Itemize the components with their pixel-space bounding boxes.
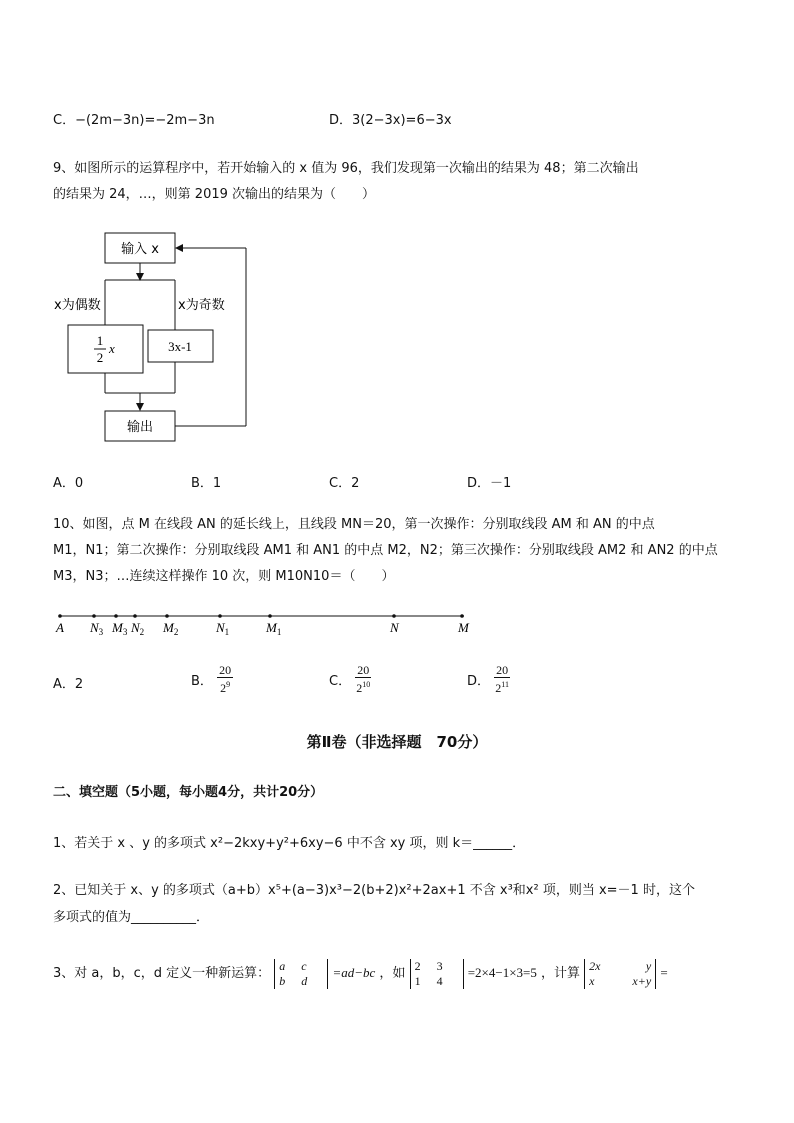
q10-option-c-label: C． bbox=[329, 674, 352, 689]
q9-stem-line2: 的结果为 24，…，则第 2019 次输出的结果为（ ） bbox=[53, 187, 376, 202]
segment-label-m: M bbox=[458, 620, 469, 635]
segment-label-n1: $N_1$ bbox=[216, 620, 230, 637]
segment-point-m bbox=[460, 614, 464, 618]
segment-point-m1 bbox=[268, 614, 272, 618]
q8-option-d: D．3(2−3x)=6−3x bbox=[329, 113, 452, 128]
det2-a: 2 bbox=[414, 958, 421, 973]
fill3-det-calc bbox=[584, 959, 656, 989]
segment-point-m3 bbox=[114, 614, 118, 618]
fill3-calc: ，计算 bbox=[541, 966, 581, 981]
q10-stem-line3: M3，N3；…连续这样操作 10 次，则 M10N10＝（ ） bbox=[53, 569, 395, 584]
q10-stem-line2: M1，N1；第二次操作：分别取线段 AM1 和 AN1 的中点 M2，N2；第三次操作：分别取线段 AM2 和 AN2 的中点 bbox=[53, 543, 718, 558]
flow-triple-label: 3x-1 bbox=[168, 339, 192, 354]
fill3-det-example bbox=[410, 959, 464, 989]
q10-option-d-fraction bbox=[494, 664, 510, 695]
det2-c: 3 bbox=[436, 958, 443, 973]
segment-point-a bbox=[58, 614, 62, 618]
fill3-det-def bbox=[274, 959, 328, 989]
q10-option-c-base: 2 bbox=[356, 681, 363, 695]
q9-option-c: C．2 bbox=[329, 476, 360, 491]
flow-half-num: 1 bbox=[96, 333, 104, 348]
segment-label-n2: $N_2$ bbox=[131, 620, 145, 637]
segment-point-n1 bbox=[218, 614, 222, 618]
flow-output-label: 输出 bbox=[126, 420, 154, 435]
flow-input-label: 输入 x bbox=[121, 242, 159, 257]
segment-point-m2 bbox=[165, 614, 169, 618]
q9-option-a: A．0 bbox=[53, 476, 84, 491]
q10-stem-line1: 10、如图，点 M 在线段 AN 的延长线上，且线段 MN＝20，第一次操作：分别取线段 AM 和 AN 的中点 bbox=[53, 517, 655, 532]
det1-c: c bbox=[301, 958, 307, 973]
segment-label-n3: $N_3$ bbox=[90, 620, 104, 637]
segment-point-n2 bbox=[133, 614, 137, 618]
det1-a: a bbox=[279, 958, 286, 973]
fill2-line2: 多项式的值为__________． bbox=[53, 910, 210, 925]
det2-d: 4 bbox=[436, 973, 443, 988]
q9-option-d: D．－1 bbox=[467, 476, 512, 491]
section2-title: 第Ⅱ卷（非选择题 70分） bbox=[306, 733, 488, 751]
q10-option-b-label: B． bbox=[191, 674, 213, 689]
q10-option-d-exp: 11 bbox=[501, 680, 509, 689]
fill3-row bbox=[53, 956, 668, 991]
segment-point-n bbox=[392, 614, 396, 618]
fill2-line1: 2、已知关于 x、y 的多项式（a+b）x⁵+(a−3)x³−2(b+2)x²+2ax+1 不含 x³和x² 项，则当 x=－1 时，这个 bbox=[53, 883, 695, 898]
segment-label-m2: $M_2$ bbox=[163, 620, 179, 637]
segment-label-m1: $M_1$ bbox=[266, 620, 282, 637]
q10-option-d-label: D． bbox=[467, 674, 491, 689]
fill3-end: = bbox=[660, 965, 668, 980]
segment-label-m3: $M_3$ bbox=[112, 620, 128, 637]
q8-option-c: C．−(2m−3n)=−2m−3n bbox=[53, 113, 215, 128]
q10-option-d-den bbox=[494, 678, 510, 695]
q10-option-b-fraction bbox=[217, 664, 233, 695]
q10-option-d-num: 20 bbox=[496, 663, 509, 677]
q10-option-c bbox=[329, 664, 371, 695]
segment-label-a: A bbox=[56, 620, 64, 635]
flow-half-den: 2 bbox=[96, 350, 104, 365]
q10-option-b bbox=[191, 664, 233, 695]
det3-c: y bbox=[645, 958, 652, 973]
fill3-example: =2×4−1×3=5 bbox=[467, 965, 537, 980]
q10-option-b-base: 2 bbox=[220, 681, 227, 695]
section2-heading: 二、填空题（5小题，每小题4分，共计20分） bbox=[53, 785, 324, 800]
q9-stem-line1: 9、如图所示的运算程序中，若开始输入的 x 值为 96，我们发现第一次输出的结果为 48；第二次输出 bbox=[53, 161, 639, 176]
q10-option-b-den bbox=[217, 678, 233, 695]
fill3-definition: =ad−bc bbox=[332, 965, 376, 980]
segment-label-n: N bbox=[390, 620, 399, 635]
q9-option-b: B．1 bbox=[191, 476, 222, 491]
q10-option-c-den bbox=[355, 678, 371, 695]
q10-option-c-exp: 10 bbox=[362, 680, 371, 689]
fill3-mid: ，如 bbox=[379, 966, 406, 981]
segment-point-n3 bbox=[92, 614, 96, 618]
det1-b: b bbox=[279, 973, 286, 988]
q10-option-b-num: 20 bbox=[219, 663, 232, 677]
flow-odd-label: x为奇数 bbox=[178, 298, 225, 313]
q10-option-d-base: 2 bbox=[495, 681, 502, 695]
fill3-prefix: 3、对 a，b，c，d 定义一种新运算： bbox=[53, 966, 271, 981]
flow-even-label: x为偶数 bbox=[54, 298, 101, 313]
q9-flowchart bbox=[50, 228, 260, 448]
det2-b: 1 bbox=[414, 973, 421, 988]
flow-half-var: x bbox=[109, 341, 115, 356]
q10-option-c-num: 20 bbox=[357, 663, 370, 677]
det3-b: x bbox=[589, 973, 595, 988]
det3-a: 2x bbox=[589, 958, 601, 973]
q10-option-c-fraction bbox=[355, 664, 371, 695]
q10-option-d bbox=[467, 664, 510, 695]
q10-option-a: A．2 bbox=[53, 677, 84, 692]
fill1-text: 1、若关于 x 、y 的多项式 x²−2kxy+y²+6xy−6 中不含 xy 项，则 k＝______． bbox=[53, 836, 526, 851]
det3-d: x+y bbox=[632, 973, 652, 988]
q10-segment-diagram bbox=[50, 605, 480, 640]
det1-d: d bbox=[301, 973, 308, 988]
q10-option-b-exp: 9 bbox=[226, 680, 231, 689]
